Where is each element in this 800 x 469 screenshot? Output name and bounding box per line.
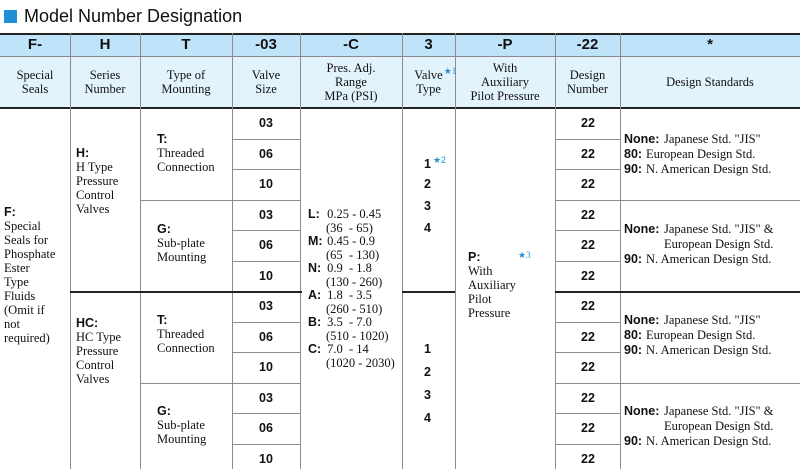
header-label-line: Design Standards — [666, 75, 754, 89]
design-number-cell: 22 — [581, 421, 595, 435]
series-code: HC: — [76, 316, 99, 330]
pressure-range-psi: (65 - 130) — [326, 247, 380, 262]
header-code: 3 — [424, 36, 433, 53]
row-divider — [555, 444, 620, 445]
design-number-cell: 22 — [581, 329, 595, 344]
design-standard-code: None: — [624, 404, 660, 418]
mounting-line: Mounting — [157, 250, 207, 264]
header-label-line: Series — [89, 68, 121, 82]
series-line: Valves — [76, 372, 110, 386]
valve-type-cell: 3 — [424, 388, 431, 402]
header-label-line: Valve ★1 — [414, 66, 457, 82]
header-label — [70, 56, 140, 108]
mounting-code: T: — [157, 132, 168, 146]
row-divider — [555, 139, 620, 140]
row-divider — [232, 230, 300, 231]
row-divider — [620, 383, 800, 384]
series-line: Control — [76, 188, 115, 202]
design-standard-code — [624, 419, 664, 434]
design-number-cell: 22 — [581, 268, 595, 283]
row-divider — [620, 200, 800, 201]
header-label — [140, 56, 232, 108]
mounting-line: Connection — [157, 160, 215, 174]
header-code: -22 — [576, 36, 599, 53]
header-label-line: Valve — [251, 68, 281, 82]
pressure-range-mpa: 3.5 - 7.0 — [324, 315, 372, 329]
valve-size-cell: 03 — [259, 390, 273, 405]
column-divider — [620, 108, 621, 469]
design-standard-code — [624, 237, 664, 252]
column-divider — [555, 108, 556, 469]
series-divider — [70, 291, 302, 293]
design-number-cell: 22 — [581, 299, 595, 313]
design-standard-row — [624, 419, 774, 434]
series-line: Pressure — [76, 344, 119, 358]
pressure-range-code: L: — [308, 207, 320, 221]
column-divider — [555, 33, 556, 108]
pressure-range-row — [308, 316, 395, 330]
special-seals-line: Phosphate — [4, 247, 56, 261]
header-label-text — [567, 68, 608, 96]
header-label-line: MPa (PSI) — [324, 89, 378, 103]
design-standard-text: European Design Std. — [664, 237, 774, 251]
valve-size-cell: 10 — [259, 451, 273, 466]
column-divider — [620, 33, 621, 108]
row-divider — [555, 322, 620, 323]
design-number-cell: 22 — [581, 146, 595, 161]
row-divider — [232, 444, 300, 445]
pressure-range-mpa: 0.9 - 1.8 — [324, 261, 372, 275]
header-label — [455, 56, 555, 108]
mounting-cell — [157, 404, 231, 446]
header-bottom-border — [0, 107, 800, 109]
valve-size-cell: 10 — [259, 177, 273, 191]
mounting-cell — [157, 132, 231, 174]
mounting-cell — [157, 313, 231, 355]
series-divider — [402, 291, 455, 293]
pressure-range-row — [308, 208, 395, 222]
header-label-text — [414, 66, 457, 96]
header-code: -03 — [255, 36, 277, 53]
special-seals-line: Ester — [4, 261, 30, 275]
column-divider — [232, 108, 233, 469]
header-code: H — [99, 36, 111, 53]
special-seals-line: Seals for — [4, 233, 49, 247]
header-code: * — [707, 36, 713, 53]
column-divider — [70, 33, 71, 108]
header-label — [0, 56, 70, 108]
valve-size-cell: 06 — [259, 329, 273, 344]
design-standard-text: N. American Design Std. — [646, 252, 772, 266]
header-label-line: Number — [567, 82, 608, 96]
column-divider — [140, 108, 141, 469]
header-label — [232, 56, 300, 108]
row-divider — [232, 352, 300, 353]
pressure-range-row — [308, 343, 395, 357]
mounting-cell — [157, 222, 231, 264]
pressure-range-cell — [308, 208, 395, 370]
column-divider — [232, 33, 233, 108]
note-marker-icon: ★2 — [432, 155, 447, 165]
pressure-range-row — [308, 289, 395, 303]
row-divider — [555, 169, 620, 170]
pressure-range-psi: (1020 - 2030) — [326, 355, 395, 370]
series-line: Control — [76, 358, 115, 372]
pressure-range-psi: (510 - 1020) — [326, 328, 389, 343]
table-top-border — [0, 33, 800, 35]
pressure-range-code: N: — [308, 261, 322, 275]
pressure-range-code: M: — [308, 234, 323, 248]
pressure-range-psi: (36 - 65) — [326, 220, 373, 235]
row-divider — [232, 200, 300, 201]
design-standard-text: European Design Std. — [646, 147, 756, 161]
mounting-line: Mounting — [157, 432, 207, 446]
pressure-range-mpa: 1.8 - 3.5 — [324, 288, 372, 302]
header-label-text — [252, 68, 280, 96]
design-standard-cell — [624, 404, 774, 449]
valve-size-cell: 10 — [259, 268, 273, 283]
special-seals-cell — [4, 205, 68, 345]
column-divider — [300, 108, 301, 469]
design-standard-text: N. American Design Std. — [646, 162, 772, 176]
aux-pilot-line: Pressure — [468, 306, 511, 320]
series-code: H: — [76, 146, 90, 160]
series-cell — [76, 146, 138, 216]
design-standard-row — [624, 147, 771, 162]
header-label — [620, 56, 800, 108]
valve-size-cell: 10 — [259, 360, 273, 374]
design-standard-code: 90: — [624, 434, 643, 448]
row-divider — [555, 413, 620, 414]
header-label-line: Design — [569, 68, 606, 82]
header-label — [300, 56, 402, 108]
design-number-cell: 22 — [581, 116, 595, 130]
header-label-line: With — [492, 61, 518, 75]
special-seals-line: (Omit if — [4, 303, 45, 317]
aux-pilot-code: P: — [468, 250, 481, 264]
aux-pilot-line: With — [468, 264, 493, 278]
design-standard-text: European Design Std. — [646, 328, 756, 342]
series-line: H Type — [76, 160, 113, 174]
special-seals-line: not — [4, 317, 20, 331]
design-standard-row — [624, 252, 774, 267]
design-number-cell: 22 — [581, 238, 595, 252]
column-divider — [70, 108, 71, 469]
pressure-range-mpa: 0.25 - 0.45 — [324, 207, 382, 221]
valve-type-cell: 2 — [424, 177, 431, 191]
header-label-line: Type — [416, 82, 441, 96]
header-label-line: Size — [255, 82, 277, 96]
row-divider — [555, 261, 620, 262]
header-label-line: Auxiliary — [481, 75, 529, 89]
header-code: -C — [343, 36, 359, 53]
pressure-range-code: B: — [308, 315, 322, 329]
design-number-cell: 22 — [581, 390, 595, 405]
valve-type-cell: 4 — [424, 221, 431, 235]
aux-pilot-cell — [468, 250, 553, 320]
design-standard-row — [624, 237, 774, 252]
valve-size-cell: 03 — [259, 299, 273, 313]
column-divider — [402, 33, 403, 108]
column-divider — [455, 108, 456, 469]
valve-type-cell: 1 $^{★2}$ — [424, 155, 447, 172]
header-label-line: Special — [16, 68, 54, 82]
design-standard-row — [624, 343, 771, 358]
design-number-cell: 22 — [581, 451, 595, 466]
special-seals-line: Fluids — [4, 289, 36, 303]
design-standard-text: N. American Design Std. — [646, 434, 772, 448]
series-cell — [76, 316, 138, 386]
design-standard-code: 90: — [624, 162, 643, 176]
design-standard-text: Japanese Std. "JIS" — [664, 132, 761, 146]
valve-size-cell: 06 — [259, 238, 273, 252]
design-number-cell: 22 — [581, 177, 595, 191]
design-standard-row — [624, 222, 774, 237]
page-title — [4, 5, 242, 27]
row-divider — [232, 322, 300, 323]
header-label-text — [324, 61, 377, 103]
design-standard-row — [624, 162, 771, 177]
column-divider — [402, 108, 403, 469]
row-divider — [232, 413, 300, 414]
special-seals-line: Special — [4, 219, 41, 233]
valve-size-cell: 03 — [259, 116, 273, 130]
design-standard-code: 90: — [624, 252, 643, 266]
aux-pilot-line: Pilot — [468, 292, 492, 306]
aux-pilot-code-row — [468, 250, 553, 264]
row-divider — [555, 230, 620, 231]
design-standard-code: 80: — [624, 147, 643, 161]
design-standard-code: None: — [624, 313, 660, 327]
row-divider — [140, 200, 232, 201]
design-standard-cell — [624, 313, 771, 358]
valve-type-cell: 3 — [424, 199, 431, 213]
valve-type-cell: 1 — [424, 342, 431, 356]
design-standard-text: Japanese Std. "JIS" & — [664, 222, 774, 236]
design-number-cell: 22 — [581, 360, 595, 374]
series-line: HC Type — [76, 330, 122, 344]
design-standard-code: 90: — [624, 343, 643, 357]
row-divider — [555, 383, 620, 384]
design-standard-row — [624, 328, 771, 343]
pressure-range-code: C: — [308, 342, 322, 356]
aux-pilot-line: Auxiliary — [468, 278, 516, 292]
design-standard-text: Japanese Std. "JIS" — [664, 313, 761, 327]
design-standard-row — [624, 434, 774, 449]
header-label — [555, 56, 620, 108]
title-text: Model Number Designation — [24, 5, 243, 26]
mounting-line: Sub-plate — [157, 236, 205, 250]
header-label-text — [470, 61, 539, 103]
note-marker-icon: ★1 — [443, 66, 457, 76]
series-line: Pressure — [76, 174, 119, 188]
design-standard-text: Japanese Std. "JIS" & — [664, 404, 774, 418]
design-standard-row — [624, 404, 774, 419]
pressure-range-psi: (260 - 510) — [326, 301, 383, 316]
design-number-cell: 22 — [581, 207, 595, 222]
special-seals-code: F: — [4, 205, 16, 219]
header-label-line: Mounting — [161, 82, 211, 96]
pressure-range-psi: (130 - 260) — [326, 274, 383, 289]
header-code: T — [181, 36, 191, 53]
mounting-line: Threaded — [157, 327, 205, 341]
row-divider — [140, 383, 232, 384]
header-code: F- — [27, 36, 43, 53]
valve-type-cell: 2 — [424, 365, 431, 379]
header-label-text — [17, 68, 54, 96]
design-standard-cell — [624, 222, 774, 267]
note-marker-icon: ★3 — [518, 250, 531, 260]
design-standard-row — [624, 313, 771, 328]
header-code: -P — [497, 36, 513, 53]
row-divider — [232, 261, 300, 262]
special-seals-line: required) — [4, 331, 50, 345]
design-standard-row — [624, 132, 771, 147]
row-divider — [232, 383, 300, 384]
header-label-text — [666, 75, 754, 89]
valve-size-cell: 06 — [259, 421, 273, 435]
mounting-line: Threaded — [157, 146, 205, 160]
design-standard-text: N. American Design Std. — [646, 343, 772, 357]
design-standard-code: 80: — [624, 328, 643, 342]
title-marker-icon — [4, 10, 17, 23]
valve-size-cell: 03 — [259, 207, 273, 222]
column-divider — [455, 33, 456, 108]
special-seals-line: Type — [4, 275, 29, 289]
column-divider — [140, 33, 141, 108]
header-label-line: Seals — [21, 82, 49, 96]
mounting-line: Sub-plate — [157, 418, 205, 432]
design-standard-cell — [624, 132, 771, 177]
header-label-text — [85, 68, 126, 96]
header-label-line: Type of — [166, 68, 206, 82]
pressure-range-row — [308, 262, 395, 276]
header-label-text — [161, 68, 210, 96]
column-divider — [300, 33, 301, 108]
row-divider — [232, 139, 300, 140]
header-label — [402, 56, 455, 108]
mounting-code: G: — [157, 404, 171, 418]
valve-size-cell: 06 — [259, 146, 273, 161]
pressure-range-code: A: — [308, 288, 322, 302]
mounting-code: T: — [157, 313, 168, 327]
pressure-range-mpa: 0.45 - 0.9 — [324, 234, 376, 248]
series-divider — [555, 291, 800, 293]
mounting-code: G: — [157, 222, 171, 236]
header-label-line: Pilot Pressure — [470, 89, 540, 103]
row-divider — [555, 200, 620, 201]
valve-type-cell: 4 — [424, 411, 431, 425]
mounting-line: Connection — [157, 341, 215, 355]
header-label-line: Number — [84, 82, 126, 96]
design-standard-code: None: — [624, 132, 660, 146]
header-label-line: Pres. Adj. — [326, 61, 376, 75]
series-line: Valves — [76, 202, 110, 216]
pressure-range-mpa: 7.0 - 14 — [324, 342, 369, 356]
design-standard-text: European Design Std. — [664, 419, 774, 433]
row-divider — [555, 352, 620, 353]
header-divider — [0, 56, 800, 57]
row-divider — [232, 169, 300, 170]
pressure-range-row — [308, 235, 395, 249]
header-label-line: Range — [335, 75, 367, 89]
design-standard-code: None: — [624, 222, 660, 236]
